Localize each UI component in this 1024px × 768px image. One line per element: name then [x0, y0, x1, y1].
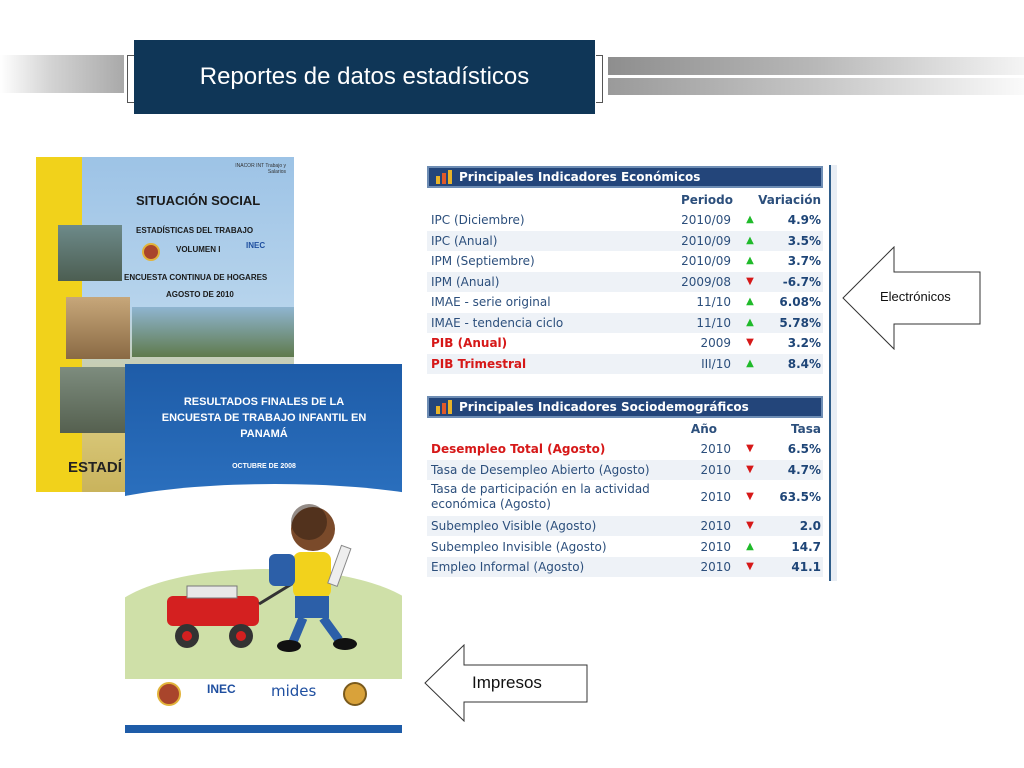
up-arrow-icon: ▲ [746, 296, 754, 307]
cover-footer-text: ESTADÍ [68, 459, 122, 476]
title-bar-right-decoration [608, 57, 1024, 97]
indicator-period: 11/10 [696, 315, 731, 330]
national-seal-icon [157, 682, 181, 706]
indicator-value: -6.7% [782, 274, 821, 289]
title-bracket-right [596, 55, 603, 103]
cover-photo [58, 225, 122, 281]
indicator-name[interactable]: Empleo Informal (Agosto) [431, 560, 585, 574]
indicator-row [427, 354, 823, 374]
indicator-name[interactable]: Desempleo Total (Agosto) [431, 442, 606, 456]
indicator-value: 6.5% [787, 442, 821, 456]
up-arrow-icon: ▲ [746, 357, 754, 369]
indicator-name[interactable]: IPM (Anual) [431, 274, 500, 289]
national-seal-icon [142, 243, 160, 261]
indicator-row [427, 251, 823, 271]
indicator-name[interactable]: IMAE - tendencia ciclo [431, 315, 564, 330]
indicator-row [427, 272, 823, 292]
indicator-row [427, 537, 823, 557]
indicator-name[interactable]: PIB Trimestral [431, 356, 527, 371]
indicator-row [427, 292, 823, 312]
socio-indicators-header [427, 396, 823, 418]
cover-photo [60, 367, 134, 433]
economic-indicators-header [427, 166, 823, 188]
indicator-period: 2010 [700, 442, 731, 456]
down-arrow-icon: ▼ [746, 520, 754, 531]
economic-column-headers [427, 190, 823, 210]
col-period: Periodo [680, 193, 733, 207]
indicator-row [427, 439, 823, 459]
indicator-name[interactable]: Subempleo Visible (Agosto) [431, 519, 597, 533]
indicator-value: 3.5% [787, 233, 821, 248]
inec-logo: INEC [246, 241, 266, 250]
indicator-value: 6.08% [779, 295, 821, 309]
title-bar-left-decoration [0, 55, 124, 93]
indicator-period: 2010 [700, 462, 731, 477]
cover-photo [132, 307, 294, 357]
indicator-row [427, 557, 823, 577]
indicator-name[interactable]: IMAE - serie original [431, 295, 551, 309]
indicator-period: 2010/09 [681, 213, 731, 227]
down-arrow-icon: ▼ [746, 275, 754, 287]
indicators-panel [413, 157, 837, 581]
indicator-period: 2010/09 [681, 254, 731, 268]
up-arrow-icon: ▲ [746, 540, 754, 552]
indicator-period: 2009/08 [681, 274, 731, 289]
indicator-row [427, 333, 823, 353]
indicator-row [427, 210, 823, 230]
indicator-name[interactable]: Tasa de Desempleo Abierto (Agosto) [431, 462, 650, 477]
cover-survey: ENCUESTA CONTINUA DE HOGARES [124, 273, 268, 282]
cover-date: AGOSTO DE 2010 [166, 290, 234, 299]
chart-icon [435, 400, 453, 414]
indicator-period: 2010/09 [681, 233, 731, 248]
economic-indicators-title: Principales Indicadores Económicos [459, 170, 701, 184]
up-arrow-icon: ▲ [746, 234, 754, 246]
indicator-period: 2010 [700, 560, 731, 574]
indicator-period: 2009 [700, 336, 731, 350]
indicator-value: 63.5% [779, 490, 821, 504]
inec-logo: INEC [207, 682, 236, 696]
mides-logo: mides [271, 682, 317, 700]
cover-date: OCTUBRE DE 2008 [232, 463, 296, 470]
cover-small-header: INACOR INT Trabajo y Salarios [235, 163, 286, 175]
indicator-value: 2.0 [799, 519, 821, 533]
indicator-value: 41.1 [791, 560, 821, 574]
indicator-value: 8.4% [787, 356, 821, 371]
cover-title: RESULTADOS FINALES DE LA ENCUESTA DE TRABAJO INFANTIL EN PANAMÁ [161, 396, 367, 440]
indicator-row [427, 480, 823, 514]
down-arrow-icon: ▼ [746, 443, 754, 454]
title-bracket-left [127, 55, 134, 103]
up-arrow-icon: ▲ [746, 214, 754, 225]
indicator-period: III/10 [701, 356, 731, 371]
indicator-name[interactable]: IPC (Anual) [431, 233, 498, 248]
chart-icon [435, 170, 453, 184]
indicator-value: 4.7% [787, 462, 821, 477]
col-rate: Tasa [791, 422, 821, 436]
callout-printed [424, 644, 590, 722]
col-year: Año [690, 422, 717, 436]
cover-title: SITUACIÓN SOCIAL [136, 193, 261, 208]
indicator-period: 2010 [700, 519, 731, 533]
cover-volume: VOLUMEN I [176, 245, 221, 254]
col-variation: Variación [758, 193, 821, 207]
up-arrow-icon: ▲ [746, 316, 754, 328]
indicator-value: 3.7% [787, 254, 821, 268]
up-arrow-icon: ▲ [746, 255, 754, 266]
indicator-name[interactable]: PIB (Anual) [431, 336, 508, 350]
down-arrow-icon: ▼ [746, 463, 754, 475]
indicator-period: 11/10 [696, 295, 731, 309]
indicator-name[interactable]: IPM (Septiembre) [431, 254, 535, 268]
down-arrow-icon: ▼ [746, 561, 754, 572]
slide-title: Reportes de datos estadísticos [134, 40, 595, 114]
child-with-wagon-illustration [125, 364, 402, 733]
indicator-value: 3.2% [787, 336, 821, 350]
socio-column-headers [427, 419, 823, 439]
indicator-name[interactable]: Tasa de participación en la actividad económica (Agosto) [431, 482, 650, 511]
indicator-row [427, 516, 823, 536]
down-arrow-icon: ▼ [746, 337, 754, 348]
callout-electronic [842, 246, 982, 350]
indicator-value: 5.78% [779, 315, 821, 330]
socio-indicators-title: Principales Indicadores Sociodemográficos [459, 400, 749, 414]
callout-printed-label: Impresos [472, 673, 542, 692]
indicator-row [427, 313, 823, 333]
indicator-row [427, 231, 823, 251]
cover-photo [66, 297, 130, 359]
indicator-value: 4.9% [787, 213, 821, 227]
indicator-value: 14.7 [791, 539, 821, 554]
down-arrow-icon: ▼ [746, 491, 754, 502]
indicator-period: 2010 [700, 539, 731, 554]
indicator-row [427, 460, 823, 480]
cover-trabajo-infantil [125, 364, 402, 733]
cover-subtitle: ESTADÍSTICAS DEL TRABAJO [136, 226, 254, 235]
indicator-name[interactable]: IPC (Diciembre) [431, 213, 525, 227]
indicator-period: 2010 [700, 490, 731, 504]
callout-electronic-label: Electrónicos [880, 289, 951, 304]
indicator-name[interactable]: Subempleo Invisible (Agosto) [431, 539, 607, 554]
institution-seal-icon [343, 682, 367, 706]
